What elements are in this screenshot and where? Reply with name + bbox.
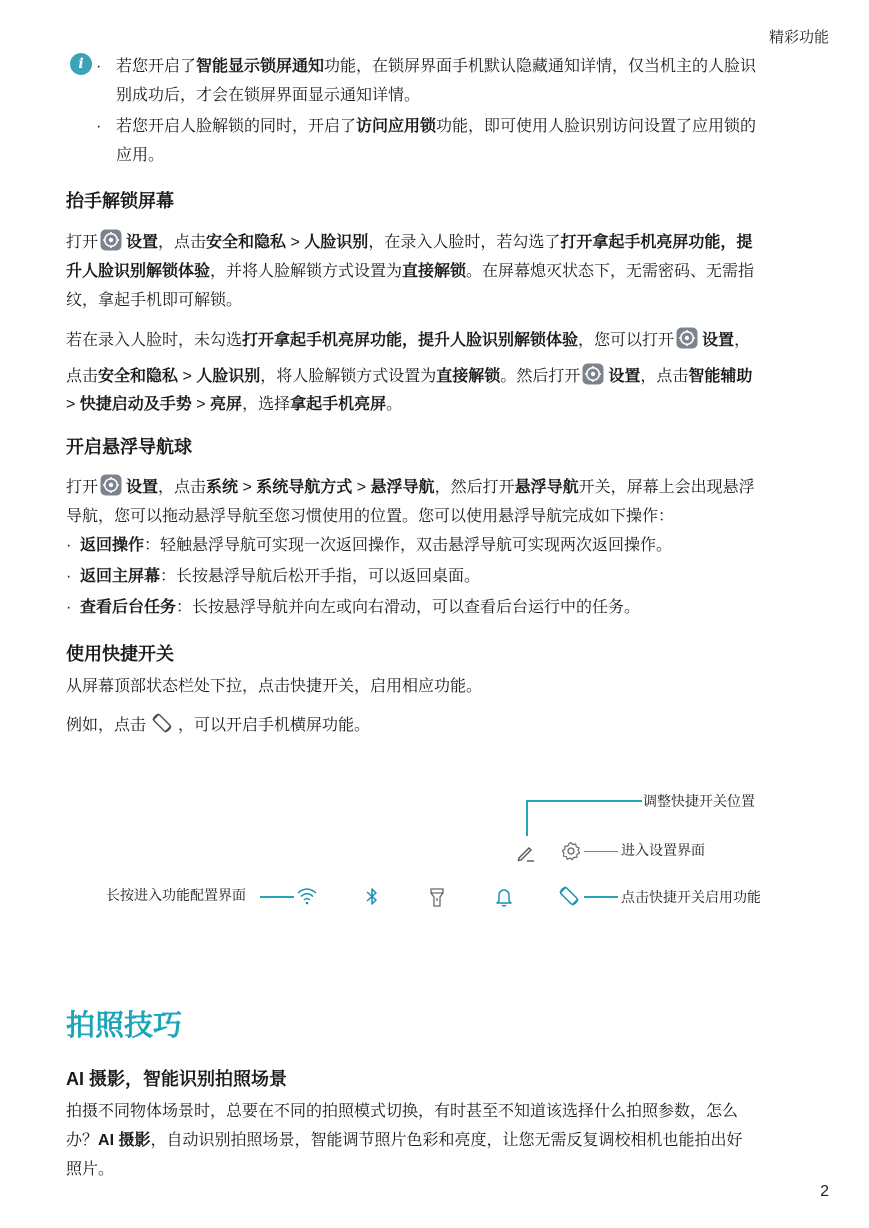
callout-line-adjust-v [526, 800, 528, 836]
bold-text: 直接解锁 [436, 368, 501, 385]
text: ，点击 [640, 368, 689, 385]
section-title-raise-unlock: 抬手解锁屏幕 [66, 191, 174, 211]
note-text: 功能，即可使用人脸识别访问设置了应用锁的 [436, 118, 757, 135]
raise-paragraph-2-cont [66, 390, 826, 419]
section-title-floating-nav: 开启悬浮导航球 [66, 437, 192, 457]
float-item-bullet: · [66, 537, 72, 554]
callout-line-settings [584, 851, 618, 852]
bold-text: 返回操作 [80, 537, 145, 554]
info-icon: i [70, 53, 92, 75]
text: 纹，拿起手机即可解锁。 [66, 292, 243, 309]
text: ，将人脸解锁方式设置为 [260, 368, 437, 385]
bold-text: 升人脸识别解锁体验 [66, 263, 211, 280]
text: 打开 [66, 234, 99, 251]
label-adjust-position: 调整快捷开关位置 [643, 793, 755, 809]
label-tap-switch: 点击快捷开关启用功能 [621, 889, 761, 905]
note-bullet: · [96, 58, 102, 75]
quick-paragraph-2 [66, 711, 826, 740]
bold-text: 快捷启动及手势 [79, 396, 192, 413]
float-item-home [80, 562, 820, 591]
text: 开关，屏幕上会出现悬浮 [578, 479, 755, 496]
text: ：长按悬浮导航并向左或向右滑动，可以查看后台运行中的任务。 [176, 599, 641, 616]
text: 例如，点击 [66, 717, 147, 734]
float-paragraph [66, 473, 826, 531]
bold-text: 设置 [126, 479, 159, 496]
text: ，您可以打开 [578, 332, 675, 349]
text: ，在录入人脸时，若勾选了 [368, 234, 561, 251]
note-text: 若您开启了 [116, 58, 197, 75]
quick-paragraph-1: 从屏幕顶部状态栏处下拉，点击快捷开关，启用相应功能。 [66, 678, 483, 695]
chapter-title-photo-tips: 拍照技巧 [66, 1010, 183, 1042]
note-2 [116, 112, 816, 170]
bold-text: 人脸识别 [304, 234, 369, 251]
bold-text: 人脸识别 [196, 368, 261, 385]
text: ，点击 [158, 234, 207, 251]
label-enter-settings: 进入设置界面 [621, 842, 705, 858]
float-item-bullet: · [66, 599, 72, 616]
note-bullet: · [96, 118, 102, 135]
text: ：长按悬浮导航后松开手指，可以返回桌面。 [160, 568, 481, 585]
bold-text: 返回主屏幕 [80, 568, 161, 585]
bold-text: 悬浮导航 [514, 479, 579, 496]
text: ：轻触悬浮导航可实现一次返回操作，双击悬浮导航可实现两次返回操作。 [144, 537, 673, 554]
callout-line-tap [584, 896, 618, 898]
note-1 [116, 52, 816, 110]
bold-text: 亮屏 [210, 396, 243, 413]
callout-line-adjust-h [526, 800, 642, 802]
note-bold: 访问应用锁 [356, 118, 437, 135]
float-item-tasks [80, 593, 820, 622]
bold-text: 系统 [206, 479, 239, 496]
text: ，选择 [242, 396, 291, 413]
edit-pencil-icon[interactable] [515, 842, 537, 864]
note-bold: 智能显示锁屏通知 [196, 58, 325, 75]
float-item-back [80, 531, 820, 560]
page-number: 2 [820, 1183, 829, 1200]
flashlight-icon[interactable] [428, 886, 446, 908]
bold-text: 安全和隐私 [206, 234, 287, 251]
text: 拍摄不同物体场景时，总要在不同的拍照模式切换，有时甚至不知道该选择什么拍照参数，怎么 [66, 1103, 739, 1120]
text: 若在录入人脸时，未勾选 [66, 332, 243, 349]
wifi-icon[interactable] [296, 886, 318, 906]
bold-text: 查看后台任务 [80, 599, 177, 616]
text: > [66, 396, 80, 413]
ai-photo-paragraph [66, 1097, 826, 1184]
bold-text: 拿起手机亮屏 [290, 396, 387, 413]
settings-gear-icon[interactable] [560, 840, 582, 862]
bold-text: 系统导航方式 [256, 479, 353, 496]
text: 。然后打开 [500, 368, 581, 385]
text: 。 [386, 396, 403, 413]
bold-text: 打开拿起手机亮屏功能，提升人脸识别解锁体验 [242, 332, 579, 349]
settings-app-icon [100, 229, 122, 251]
raise-paragraph-1 [66, 228, 826, 315]
text: 导航，您可以拖动悬浮导航至您习惯使用的位置。您可以使用悬浮导航完成如下操作： [66, 508, 675, 525]
note-text: 应用。 [116, 147, 165, 164]
section-title-ai-photo: AI 摄影，智能识别拍照场景 [66, 1069, 287, 1089]
bold-text: 安全和隐私 [98, 368, 179, 385]
bold-text: 设置 [702, 332, 735, 349]
text: ，然后打开 [434, 479, 515, 496]
bold-text: 设置 [126, 234, 159, 251]
text: ，点击 [158, 479, 207, 496]
note-text: 功能，在锁屏界面手机默认隐藏通知详情，仅当机主的人脸识 [324, 58, 757, 75]
text: > [238, 479, 257, 496]
note-text: 别成功后，才会在锁屏界面显示通知详情。 [116, 87, 421, 104]
raise-paragraph-2 [66, 323, 826, 395]
bold-text: 悬浮导航 [370, 479, 435, 496]
callout-line-longpress [260, 896, 294, 898]
bold-text: 打开拿起手机亮屏功能，提 [560, 234, 753, 251]
bold-text: 直接解锁 [402, 263, 467, 280]
text: ，自动识别拍照场景，智能调节照片色彩和亮度，让您无需反复调校相机也能拍出好 [150, 1132, 743, 1149]
text: ，并将人脸解锁方式设置为 [210, 263, 403, 280]
bluetooth-icon[interactable] [363, 886, 381, 908]
auto-rotate-icon[interactable] [557, 884, 581, 908]
settings-app-icon [582, 363, 604, 385]
text: > [352, 479, 371, 496]
settings-app-icon [100, 474, 122, 496]
text: 点击 [66, 368, 99, 385]
bold-text: AI 摄影 [98, 1132, 151, 1149]
note-text: 若您开启人脸解锁的同时，开启了 [116, 118, 357, 135]
text: ， [734, 332, 751, 349]
float-item-bullet: · [66, 568, 72, 585]
bold-text: 智能辅助 [688, 368, 753, 385]
text: > [286, 234, 305, 251]
text: 打开 [66, 479, 99, 496]
page-header: 精彩功能 [768, 29, 829, 46]
text: > [178, 368, 197, 385]
text: 。在屏幕熄灭状态下，无需密码、无需指 [466, 263, 755, 280]
bold-text: 设置 [608, 368, 641, 385]
section-title-quick-switch: 使用快捷开关 [66, 644, 174, 664]
text: > [191, 396, 211, 413]
text: ，可以开启手机横屏功能。 [178, 717, 371, 734]
label-long-press: 长按进入功能配置界面 [106, 887, 246, 903]
rotate-screen-icon [150, 711, 174, 735]
settings-app-icon [676, 327, 698, 349]
notification-bell-icon[interactable] [494, 886, 514, 908]
text: 照片。 [66, 1161, 115, 1178]
text: 办？ [66, 1132, 99, 1149]
